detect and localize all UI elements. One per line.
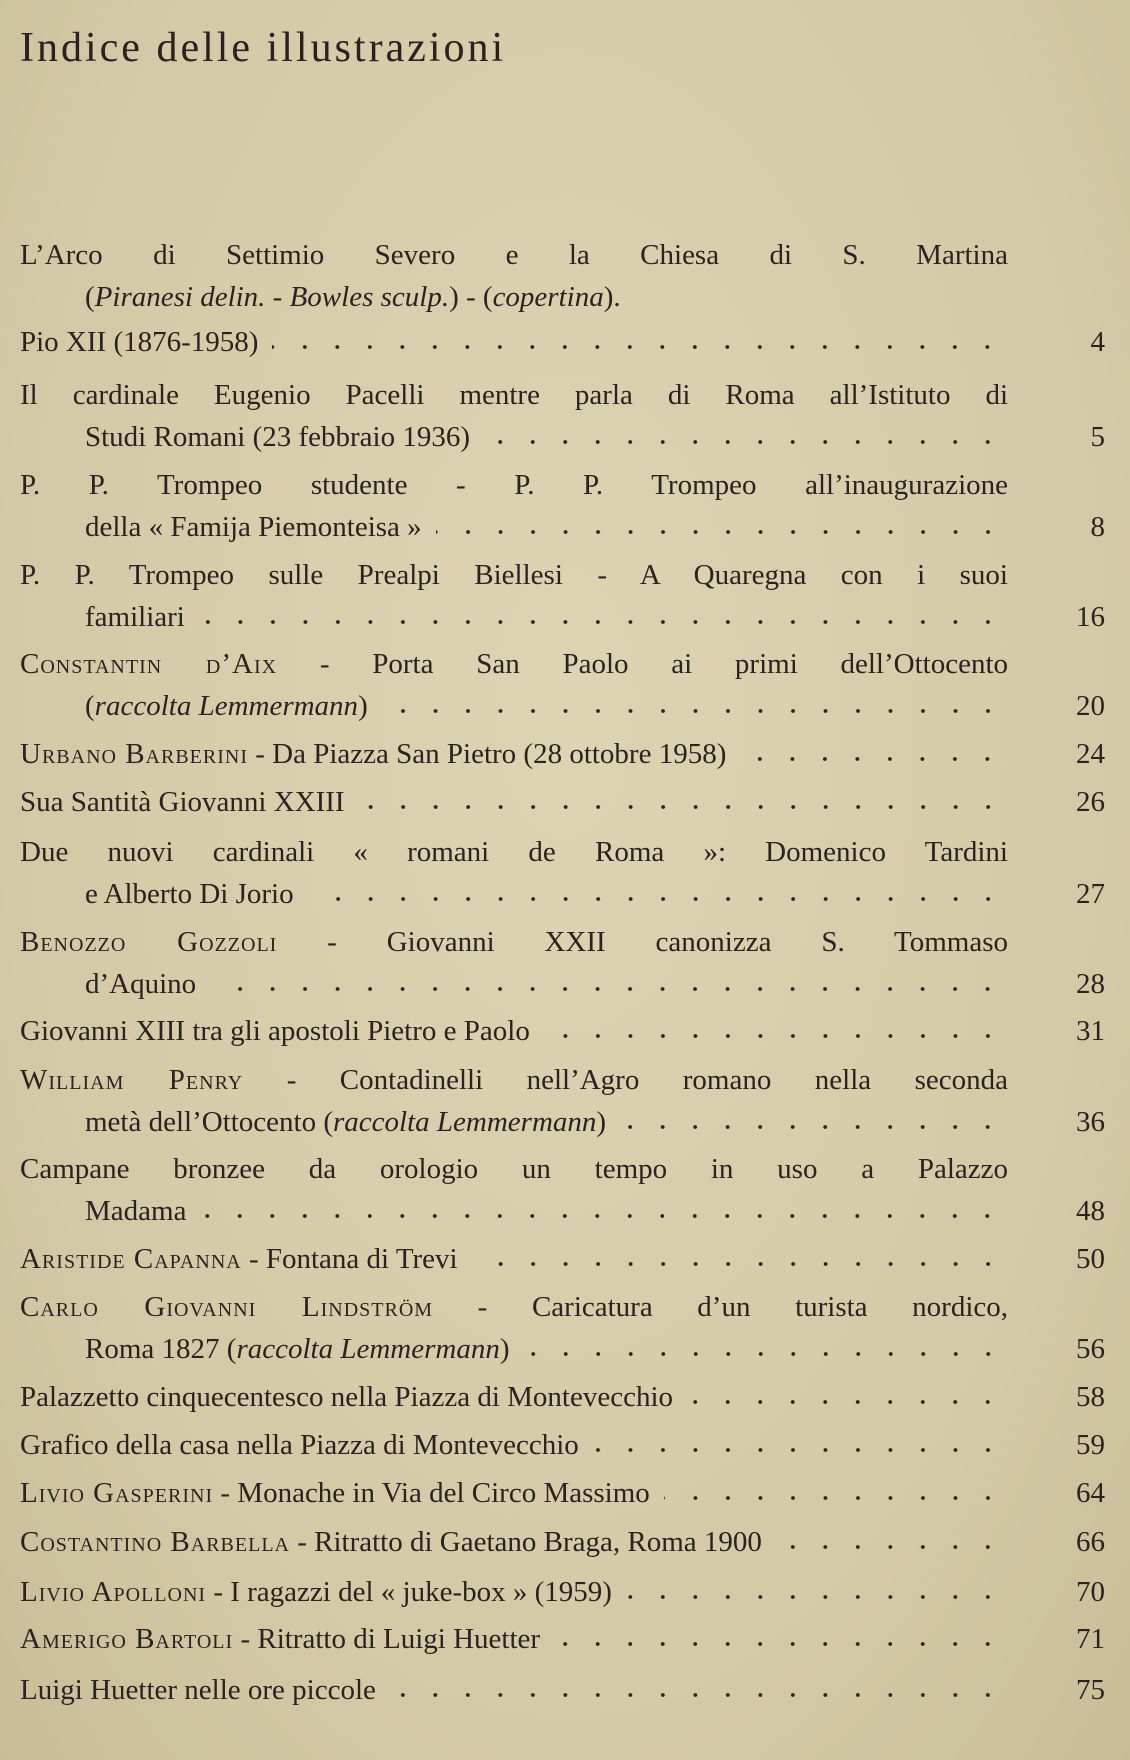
page-number: 4 xyxy=(1090,326,1105,358)
entry-text xyxy=(85,507,422,549)
entry-text xyxy=(20,469,1008,501)
entry-line xyxy=(20,782,1008,824)
index-entry xyxy=(20,1060,1105,1143)
index-entry xyxy=(20,1572,1105,1614)
artist-name: Aristide Capanna xyxy=(20,1243,242,1275)
entry-text xyxy=(20,926,1008,958)
entry-text xyxy=(20,734,726,776)
entry-line xyxy=(20,375,1008,417)
dot-leader xyxy=(664,1494,1008,1502)
dot-leader xyxy=(544,1032,1008,1040)
entry-line xyxy=(20,1191,1008,1233)
index-entry xyxy=(20,322,1105,364)
caption-text: - Ritratto di Luigi Huetter xyxy=(233,1623,541,1655)
entry-line xyxy=(20,1377,1008,1419)
index-entry xyxy=(20,782,1105,824)
entry-text xyxy=(20,239,1008,271)
index-entry xyxy=(20,235,1105,318)
caption-text: Il cardinale Eugenio Pacelli mentre parla di Roma all’Istituto di xyxy=(20,379,1008,411)
caption-text: - Da Piazza San Pietro (28 ottobre 1958) xyxy=(248,738,727,770)
caption-text: - Giovanni XXII canonizza S. Tommaso xyxy=(277,926,1008,958)
dot-leader xyxy=(272,343,1008,351)
italic-note: raccolta Lemmermann xyxy=(333,1105,597,1138)
caption-text: L’Arco di Settimio Severo e la Chiesa di S. Martina xyxy=(20,239,1008,271)
entry-text xyxy=(20,1239,458,1281)
entry-text xyxy=(85,277,621,319)
page-title: Indice delle illustrazioni xyxy=(20,25,507,71)
entry-line xyxy=(20,555,1008,597)
index-entry xyxy=(20,465,1105,548)
caption-text: - Contadinelli nell’Agro romano nella seconda xyxy=(243,1064,1008,1096)
artist-name: Livio Apolloni xyxy=(20,1576,207,1608)
index-entry xyxy=(20,1619,1105,1661)
dot-leader xyxy=(740,755,1008,763)
caption-text: e Alberto Di Jorio xyxy=(85,877,294,910)
artist-name: Livio Gasperini xyxy=(20,1477,214,1509)
artist-name: Costantino Barbella xyxy=(20,1526,290,1558)
caption-text: - Porta San Paolo ai primi dell’Ottocento xyxy=(277,648,1008,680)
caption-text: P. P. Trompeo studente - P. P. Trompeo all’inaugurazione xyxy=(20,469,1008,501)
entry-line xyxy=(20,277,1008,319)
index-entry xyxy=(20,832,1105,915)
dot-leader xyxy=(199,618,1008,626)
caption-text: d’Aquino xyxy=(85,967,197,1000)
page-number: 36 xyxy=(1076,1105,1105,1138)
caption-text: - Monache in Via del Circo Massimo xyxy=(213,1477,650,1509)
entry-text xyxy=(20,1425,579,1467)
entry-text xyxy=(85,1329,510,1371)
dot-leader xyxy=(390,1691,1008,1699)
entry-line xyxy=(20,1572,1008,1614)
caption-text: Due nuovi cardinali « romani de Roma »: Domenico Tardini xyxy=(20,836,1008,868)
index-entry xyxy=(20,375,1105,458)
page-number: 50 xyxy=(1076,1243,1105,1275)
entry-line xyxy=(20,734,1008,776)
italic-note: raccolta Lemmermann xyxy=(94,689,359,722)
dot-leader xyxy=(626,1593,1008,1601)
entry-line xyxy=(20,832,1008,874)
caption-text: Grafico della casa nella Piazza di Montevecchio xyxy=(20,1429,579,1461)
entry-text xyxy=(20,322,258,364)
entry-line xyxy=(20,465,1008,507)
caption-text: Giovanni XIII tra gli apostoli Pietro e Paolo xyxy=(20,1015,530,1047)
caption-text: Campane bronzee da orologio un tempo in uso a Palazzo xyxy=(20,1153,1008,1185)
entry-line xyxy=(20,1102,1008,1144)
index-entry xyxy=(20,1011,1105,1053)
entry-line xyxy=(20,597,1008,639)
italic-note: Piranesi delin. - Bowles sculp. xyxy=(94,280,450,313)
entry-line xyxy=(20,922,1008,964)
page-number: 66 xyxy=(1076,1526,1105,1558)
entry-text xyxy=(20,1619,540,1661)
page-number: 71 xyxy=(1076,1623,1105,1655)
entry-text xyxy=(20,1572,612,1614)
entry-line xyxy=(20,1239,1008,1281)
italic-note: raccolta Lemmermann xyxy=(236,1332,500,1365)
entry-text xyxy=(20,1522,762,1564)
dot-leader xyxy=(484,438,1008,446)
entry-line xyxy=(20,507,1008,549)
artist-name: Carlo Giovanni Lindström xyxy=(20,1291,434,1323)
entry-text xyxy=(85,1191,186,1233)
entry-text xyxy=(20,1011,530,1053)
index-entry xyxy=(20,1239,1105,1281)
caption-text: ) - ( xyxy=(449,280,493,313)
caption-text: ( xyxy=(85,280,95,313)
dot-leader xyxy=(687,1398,1008,1406)
entry-text xyxy=(85,1102,606,1144)
index-entry xyxy=(20,644,1105,727)
entry-text xyxy=(20,782,345,824)
entry-text xyxy=(85,597,185,639)
page-number: 24 xyxy=(1076,738,1105,770)
entry-text xyxy=(20,1153,1008,1185)
page-number: 31 xyxy=(1076,1015,1105,1047)
entry-text xyxy=(20,1291,1008,1323)
entry-text xyxy=(20,1377,673,1419)
entry-line xyxy=(20,1011,1008,1053)
index-entry xyxy=(20,1522,1105,1564)
caption-text: Pio XII (1876-1958) xyxy=(20,326,259,358)
entry-line xyxy=(20,644,1008,686)
caption-text: ( xyxy=(85,689,95,722)
dot-leader xyxy=(554,1640,1008,1648)
entry-line xyxy=(20,1287,1008,1329)
entry-text xyxy=(20,1064,1008,1096)
page-number: 16 xyxy=(1076,600,1105,633)
entry-line xyxy=(20,1619,1008,1661)
artist-name: Constantin d’Aix xyxy=(20,648,278,680)
dot-leader xyxy=(620,1123,1008,1131)
dot-leader xyxy=(472,1260,1008,1268)
dot-leader xyxy=(524,1350,1009,1358)
dot-leader xyxy=(593,1446,1008,1454)
index-entry xyxy=(20,1149,1105,1232)
dot-leader xyxy=(776,1543,1008,1551)
caption-text: - Fontana di Trevi xyxy=(241,1243,458,1275)
index-entry xyxy=(20,1425,1105,1467)
page-number: 48 xyxy=(1076,1194,1105,1227)
entry-text xyxy=(85,417,470,459)
caption-text: ) xyxy=(596,1105,607,1138)
page-number: 27 xyxy=(1076,877,1105,910)
entry-text xyxy=(20,379,1008,411)
caption-text: familiari xyxy=(85,600,185,633)
caption-text: ) xyxy=(499,1332,510,1365)
page-number: 70 xyxy=(1076,1576,1105,1608)
caption-text: - Caricatura d’un turista nordico, xyxy=(433,1291,1008,1323)
index-entry xyxy=(20,1287,1105,1370)
caption-text: - I ragazzi del « juke-box » (1959) xyxy=(206,1576,612,1608)
entry-line xyxy=(20,1473,1008,1515)
caption-text: ) xyxy=(358,689,368,722)
entry-line xyxy=(20,235,1008,277)
entry-line xyxy=(20,1425,1008,1467)
caption-text: Studi Romani (23 febbraio 1936) xyxy=(85,420,471,453)
entry-line xyxy=(20,1522,1008,1564)
caption-text: Madama xyxy=(85,1194,187,1227)
artist-name: William Penry xyxy=(20,1064,244,1096)
caption-text: - Ritratto di Gaetano Braga, Roma 1900 xyxy=(289,1526,762,1558)
caption-text: Palazzetto cinquecentesco nella Piazza di Montevecchio xyxy=(20,1381,674,1413)
italic-note: copertina xyxy=(492,280,604,313)
entry-text xyxy=(20,836,1008,868)
caption-text: Roma 1827 ( xyxy=(85,1332,237,1365)
entry-line xyxy=(20,1060,1008,1102)
entry-line xyxy=(20,686,1008,728)
dot-leader xyxy=(200,1212,1008,1220)
page-number: 56 xyxy=(1076,1332,1105,1365)
entry-text xyxy=(20,1670,376,1712)
page-number: 58 xyxy=(1076,1381,1105,1413)
caption-text: Luigi Huetter nelle ore piccole xyxy=(20,1674,376,1706)
caption-text: Sua Santità Giovanni XXIII xyxy=(20,786,345,818)
entry-text xyxy=(85,964,196,1006)
caption-text: metà dell’Ottocento ( xyxy=(85,1105,334,1138)
entry-text xyxy=(20,559,1008,591)
entry-line xyxy=(20,417,1008,459)
entry-text xyxy=(20,648,1008,680)
entry-line xyxy=(20,1329,1008,1371)
page-number: 75 xyxy=(1076,1674,1105,1706)
entry-line xyxy=(20,1149,1008,1191)
entry-line xyxy=(20,964,1008,1006)
index-entry xyxy=(20,734,1105,776)
dot-leader xyxy=(382,707,1008,715)
page-number: 8 xyxy=(1090,510,1105,543)
artist-name: Benozzo Gozzoli xyxy=(20,926,278,958)
caption-text: P. P. Trompeo sulle Prealpi Biellesi - A Quaregna con i suoi xyxy=(20,559,1008,591)
dot-leader xyxy=(308,895,1008,903)
entry-line xyxy=(20,322,1008,364)
entry-text xyxy=(20,1473,650,1515)
index-entry xyxy=(20,922,1105,1005)
index-entry xyxy=(20,1473,1105,1515)
page-number: 28 xyxy=(1076,967,1105,1000)
caption-text: della « Famija Piemonteisa » xyxy=(85,510,422,543)
entry-line xyxy=(20,1670,1008,1712)
page-number: 26 xyxy=(1076,786,1105,818)
index-entry xyxy=(20,1670,1105,1712)
entry-line xyxy=(20,874,1008,916)
index-entry xyxy=(20,555,1105,638)
dot-leader xyxy=(210,985,1008,993)
dot-leader xyxy=(436,528,1008,536)
page-number: 64 xyxy=(1076,1477,1105,1509)
dot-leader xyxy=(359,803,1008,811)
entry-text xyxy=(85,874,294,916)
artist-name: Amerigo Bartoli xyxy=(20,1623,234,1655)
page-number: 5 xyxy=(1090,420,1105,453)
page-number: 20 xyxy=(1076,689,1105,722)
entry-text xyxy=(85,686,368,728)
page-number: 59 xyxy=(1076,1429,1105,1461)
artist-name: Urbano Barberini xyxy=(20,738,248,770)
caption-text: ). xyxy=(603,280,621,313)
index-entry xyxy=(20,1377,1105,1419)
